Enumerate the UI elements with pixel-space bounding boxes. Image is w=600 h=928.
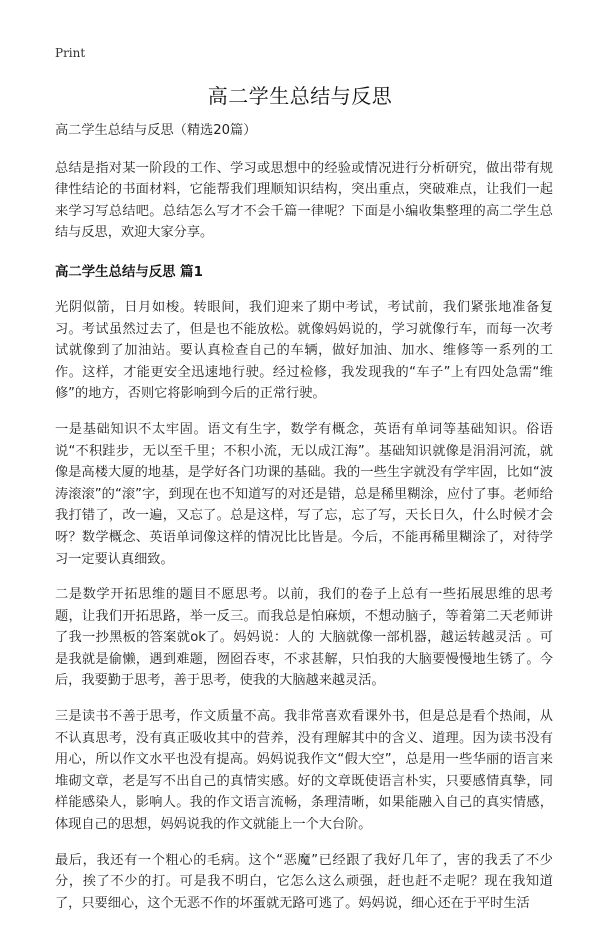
- body-paragraph: 三是读书不善于思考，作文质量不高。我非常喜欢看课外书，但是总是看个热闹，从不认真思考，没有真正吸收其中的营养，没有理解其中的含义、道理。因为读书没有用心，所以作文水平也没有提高。妈妈说我作文“假大空”，总是用一些华丽的语言来堆砌文章，老是写不出自己的真情实感。好的文章既使语言朴实，只要感情真挚，同样能感染人，影响人。我的作文语言流畅，条理清晰，如果能融入自己的真实情感，体现自己的思想，妈妈说我的作文就能上一个大台阶。: [55, 709, 553, 833]
- page-title: 高二学生总结与反思: [207, 84, 393, 108]
- intro-paragraph: 总结是指对某一阶段的工作、学习或思想中的经验或情况进行分析研究，做出带有规律性结论的书面材料，它能帮我们理顺知识结构，突出重点，突破难点，让我们一起来学习写总结吧。总结怎么写才不会千篇一律呢？下面是小编收集整理的高二学生总结与反思，欢迎大家分享。: [55, 160, 553, 241]
- body-paragraph: 光阴似箭，日月如梭。转眼间，我们迎来了期中考试，考试前，我们紧张地准备复习。考试虽然过去了，但是也不能放松。就像妈妈说的，学习就像行车，而每一次考试就像到了加油站。要认真检查自己的车辆，做好加油、加水、维修等一系列的工作。这样，才能更安全迅速地行驶。经过检修，我发现我的“车子”上有四处急需“维修”的地方，否则它将影响到今后的正常行驶。: [55, 299, 553, 402]
- print-link[interactable]: Print: [55, 46, 86, 60]
- section-heading: 高二学生总结与反思 篇1: [55, 264, 203, 280]
- body-paragraph: 一是基础知识不太牢固。语文有生字，数学有概念，英语有单词等基础知识。俗语说“不积跬步，无以至千里；不积小流，无以成江海”。基础知识就像是涓涓河流，就像是高楼大厦的地基，是学好各门功课的基础。我的一些生字就没有学牢固，比如“波涛滚滚”的“滚”字，到现在也不知道写的对还是错，总是稀里糊涂，应付了事。老师给我打错了，改一遍，又忘了。总是这样，写了忘，忘了写，天长日久，什么时候才会呀？数学概念、英语单词像这样的情况比比皆是。今后，不能再稀里糊涂了，对待学习一定要认真细致。: [55, 421, 553, 567]
- article-body: [55, 120, 553, 928]
- article-subtitle: 高二学生总结与反思（精选20篇）: [55, 123, 257, 138]
- body-paragraph: 二是数学开拓思维的题目不愿思考。以前，我们的卷子上总有一些拓展思维的思考题，让我们开拓思路，举一反三。而我总是怕麻烦，不想动脑子，等着第二天老师讲了我一抄黑板的答案就ok了。妈妈说：人的 大脑就像一部机器，越运转越灵活 。可是我就是偷懒，遇到难题，囫囵吞枣，不求甚解，只怕我的大脑要慢慢地生锈了。今后，我要勤于思考，善于思考，使我的大脑越来越灵活。: [55, 587, 553, 689]
- body-paragraph: 最后，我还有一个粗心的毛病。这个“恶魔”已经跟了我好几年了，害的我丢了不少分，挨了不少的打。可是我不明白，它怎么这么顽强，赶也赶不走呢？现在我知道了，只要细心，这个无恶不作的坏蛋就无路可逃了。妈妈说，细心还在于平时生活: [55, 852, 553, 911]
